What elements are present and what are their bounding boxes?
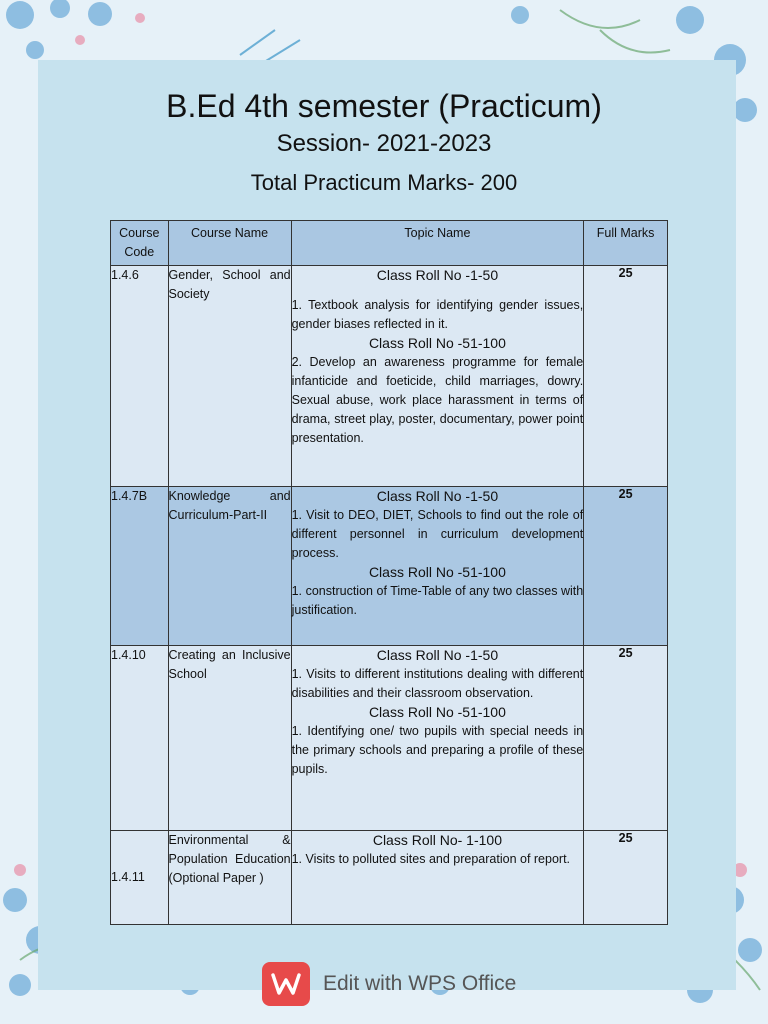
topic-cell: [291, 487, 584, 646]
wps-watermark-text: Edit with WPS Office: [323, 972, 517, 995]
practicum-table: [110, 220, 668, 925]
full-marks: 25: [584, 646, 668, 831]
table-header-row: [111, 221, 668, 266]
total-marks-label: Total Practicum Marks- 200: [250, 170, 518, 195]
topic-cell: [291, 266, 584, 487]
course-code: 1.4.10: [111, 646, 169, 831]
wps-office-logo-icon: [262, 962, 310, 1006]
topic-description: 1. Visits to different institutions dealing with different disabilities and their classroom observation.: [291, 667, 584, 700]
course-name: Gender, School and Society: [168, 266, 291, 487]
session-label: Session- 2021-2023: [276, 130, 492, 157]
course-code: 1.4.7B: [111, 487, 169, 646]
roll-group-heading: Class Roll No -1-50: [376, 647, 499, 663]
course-name: Knowledge and Curriculum-Part-II: [168, 487, 291, 646]
topic-description: 2. Develop an awareness programme for female infanticide and foeticide, child marriages, dowry. Sexual abuse, work place harassment in terms of drama, street play, poster, documentary, power point presentation.: [291, 355, 584, 445]
roll-group-heading: Class Roll No- 1-100: [372, 832, 502, 848]
topic-cell: [291, 646, 584, 831]
full-marks: 25: [584, 266, 668, 487]
document-title: B.Ed 4th semester (Practicum): [166, 88, 602, 124]
course-code: 1.4.11: [111, 831, 169, 925]
course-name: Creating an Inclusive School: [168, 646, 291, 831]
full-marks: 25: [584, 831, 668, 925]
roll-group-heading: Class Roll No -51-100: [368, 335, 506, 351]
topic-description: 1. Visit to DEO, DIET, Schools to find out the role of different personnel in curriculum development process.: [291, 508, 584, 560]
table-row: [111, 266, 668, 487]
roll-group-heading: Class Roll No -1-50: [376, 267, 499, 283]
roll-group-heading: Class Roll No -1-50: [376, 488, 499, 504]
topic-description: 1. construction of Time-Table of any two classes with justification.: [291, 584, 584, 617]
topic-description: 1. Visits to polluted sites and preparation of report.: [291, 852, 571, 866]
header-full-marks: Full Marks: [584, 221, 668, 266]
header-course-name: Course Name: [168, 221, 291, 266]
topic-description: 1. Identifying one/ two pupils with special needs in the primary schools and preparing a profile of these pupils.: [291, 724, 584, 776]
course-name: Environmental & Population Education (Optional Paper ): [168, 831, 291, 925]
table-row: [111, 487, 668, 646]
course-code: 1.4.6: [111, 266, 169, 487]
wps-watermark[interactable]: [262, 962, 516, 1006]
header-topic-name: Topic Name: [291, 221, 584, 266]
header-course-code: Course Code: [111, 221, 169, 266]
roll-group-heading: Class Roll No -51-100: [368, 704, 506, 720]
table-row: [111, 646, 668, 831]
full-marks: 25: [584, 487, 668, 646]
topic-cell: [291, 831, 584, 925]
topic-description: 1. Textbook analysis for identifying gender issues, gender biases reflected in it.: [291, 298, 584, 331]
table-row: [111, 831, 668, 925]
roll-group-heading: Class Roll No -51-100: [368, 564, 506, 580]
